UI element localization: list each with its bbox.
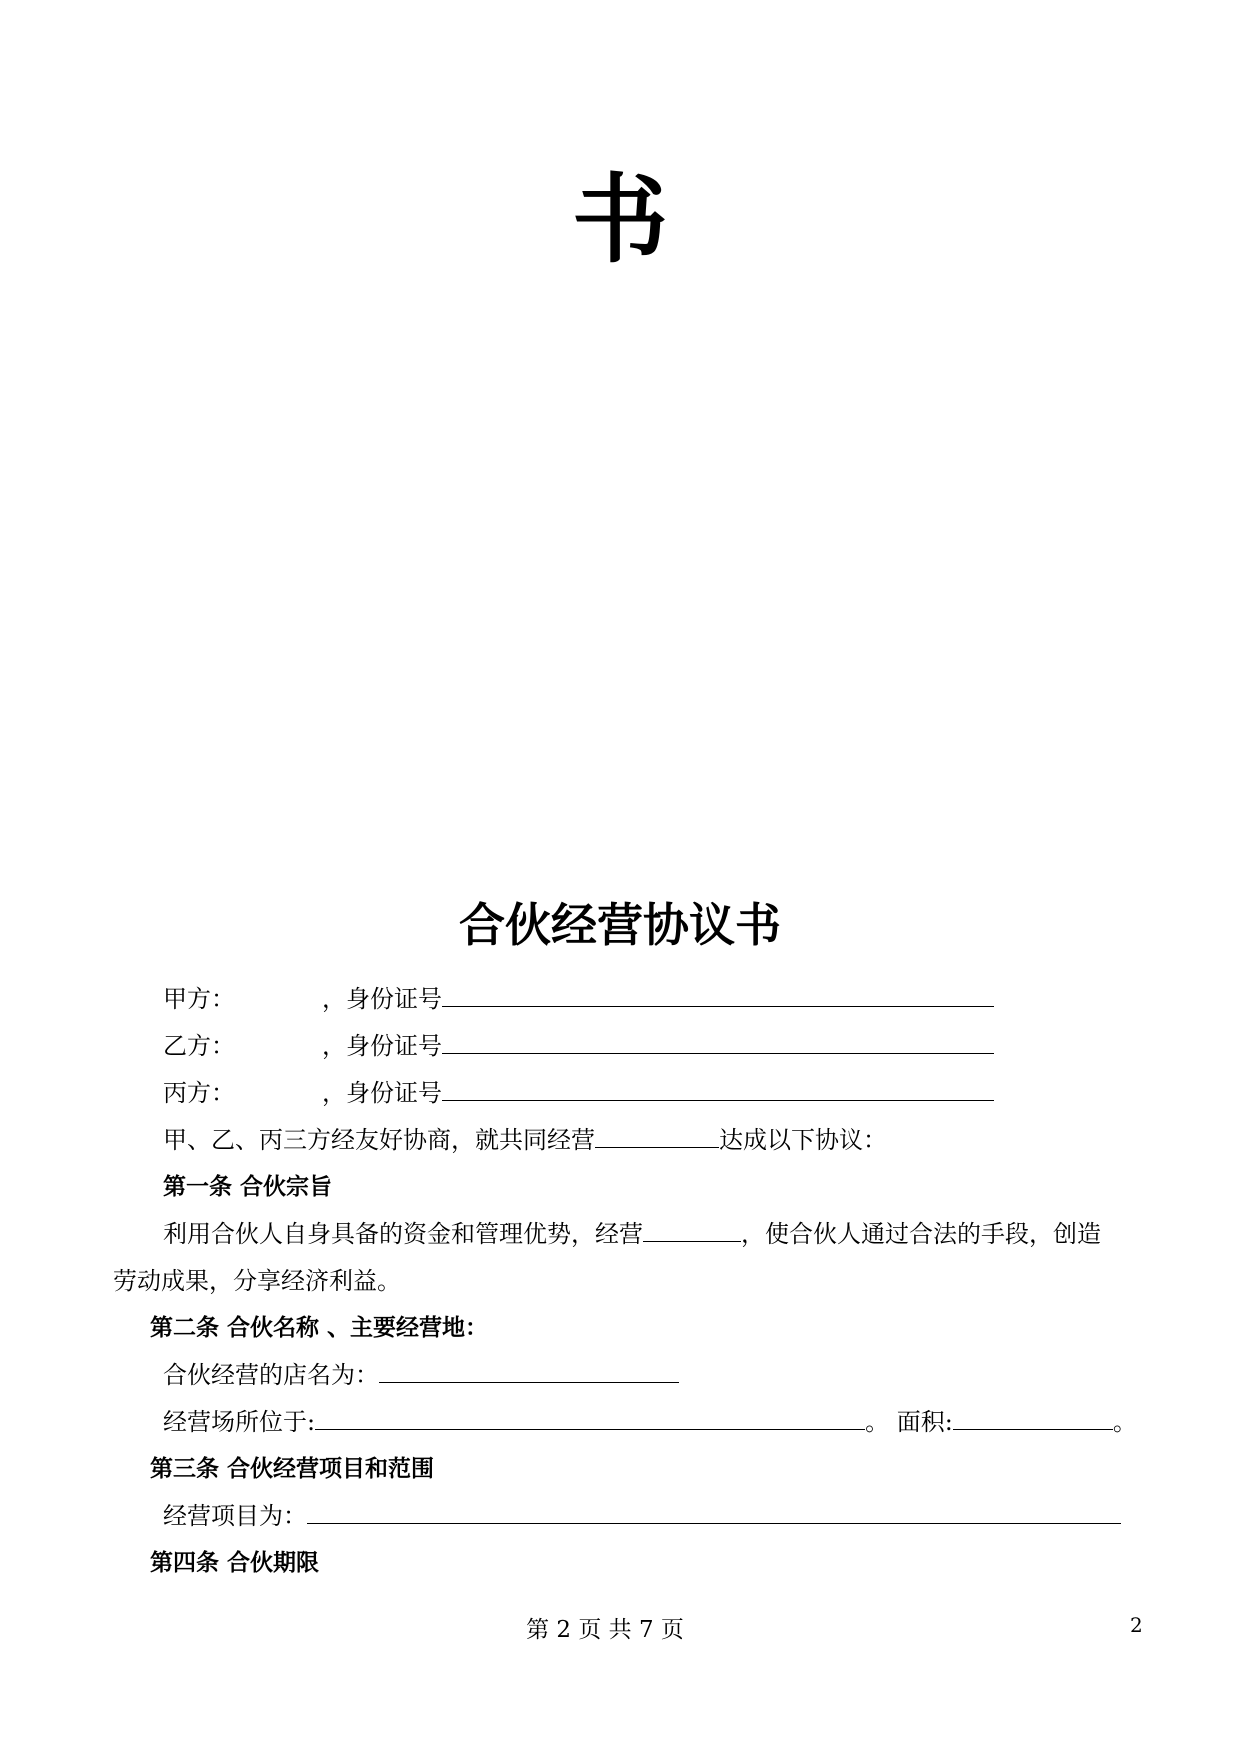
party-jia-line	[163, 984, 235, 1014]
party-bing-label: 丙方：	[163, 1079, 235, 1107]
document-title: 合伙经营协议书	[459, 898, 781, 952]
party-yi-line	[163, 1031, 235, 1061]
location-end: 。	[1112, 1408, 1137, 1436]
area-blank	[953, 1407, 1113, 1430]
items-line	[163, 1501, 1121, 1531]
purpose-blank	[643, 1219, 741, 1242]
id-number-blank	[442, 1031, 994, 1054]
shop-name-label: 合伙经营的店名为：	[163, 1361, 379, 1389]
shop-name-blank	[379, 1360, 679, 1383]
party-jia-id	[322, 984, 994, 1014]
page-number: 2	[1130, 1613, 1143, 1637]
location-blank	[315, 1407, 865, 1430]
party-yi-label: 乙方：	[163, 1032, 235, 1060]
id-number-blank	[442, 984, 994, 1007]
article-1-text: 利用合伙人自身具备的资金和管理优势，经营	[163, 1220, 643, 1248]
id-number-label: ，身份证号	[322, 1079, 442, 1107]
article-4-heading: 第四条 合伙期限	[150, 1550, 320, 1576]
cover-title: 书	[572, 164, 668, 276]
location-label: 经营场所位于:	[163, 1408, 316, 1436]
area-label: 。 面积:	[865, 1408, 953, 1436]
id-number-label: ，身份证号	[322, 985, 442, 1013]
party-bing-id	[322, 1078, 994, 1108]
shop-name-line	[163, 1360, 679, 1390]
id-number-label: ，身份证号	[322, 1032, 442, 1060]
intro-text: 甲、乙、丙三方经友好协商，就共同经营	[163, 1126, 595, 1154]
article-2-heading: 第二条 合伙名称 、主要经营地：	[150, 1315, 489, 1341]
location-line	[163, 1407, 1137, 1437]
intro-paragraph	[163, 1125, 887, 1155]
article-1-heading: 第一条 合伙宗旨	[163, 1174, 333, 1200]
article-1-paragraph	[163, 1219, 1101, 1249]
id-number-blank	[442, 1078, 994, 1101]
items-blank	[307, 1501, 1121, 1524]
page-footer: 第 2 页 共 7 页	[526, 1617, 684, 1643]
intro-text-end: 达成以下协议：	[719, 1126, 887, 1154]
article-1-paragraph-cont: 劳动成果，分享经济利益。	[113, 1267, 401, 1295]
article-1-text-cont: ，使合伙人通过合法的手段，创造	[741, 1220, 1101, 1248]
party-yi-id	[322, 1031, 994, 1061]
article-3-heading: 第三条 合伙经营项目和范围	[150, 1456, 435, 1482]
party-bing-line	[163, 1078, 235, 1108]
business-blank	[595, 1125, 719, 1148]
items-label: 经营项目为：	[163, 1502, 307, 1530]
party-jia-label: 甲方：	[163, 985, 235, 1013]
